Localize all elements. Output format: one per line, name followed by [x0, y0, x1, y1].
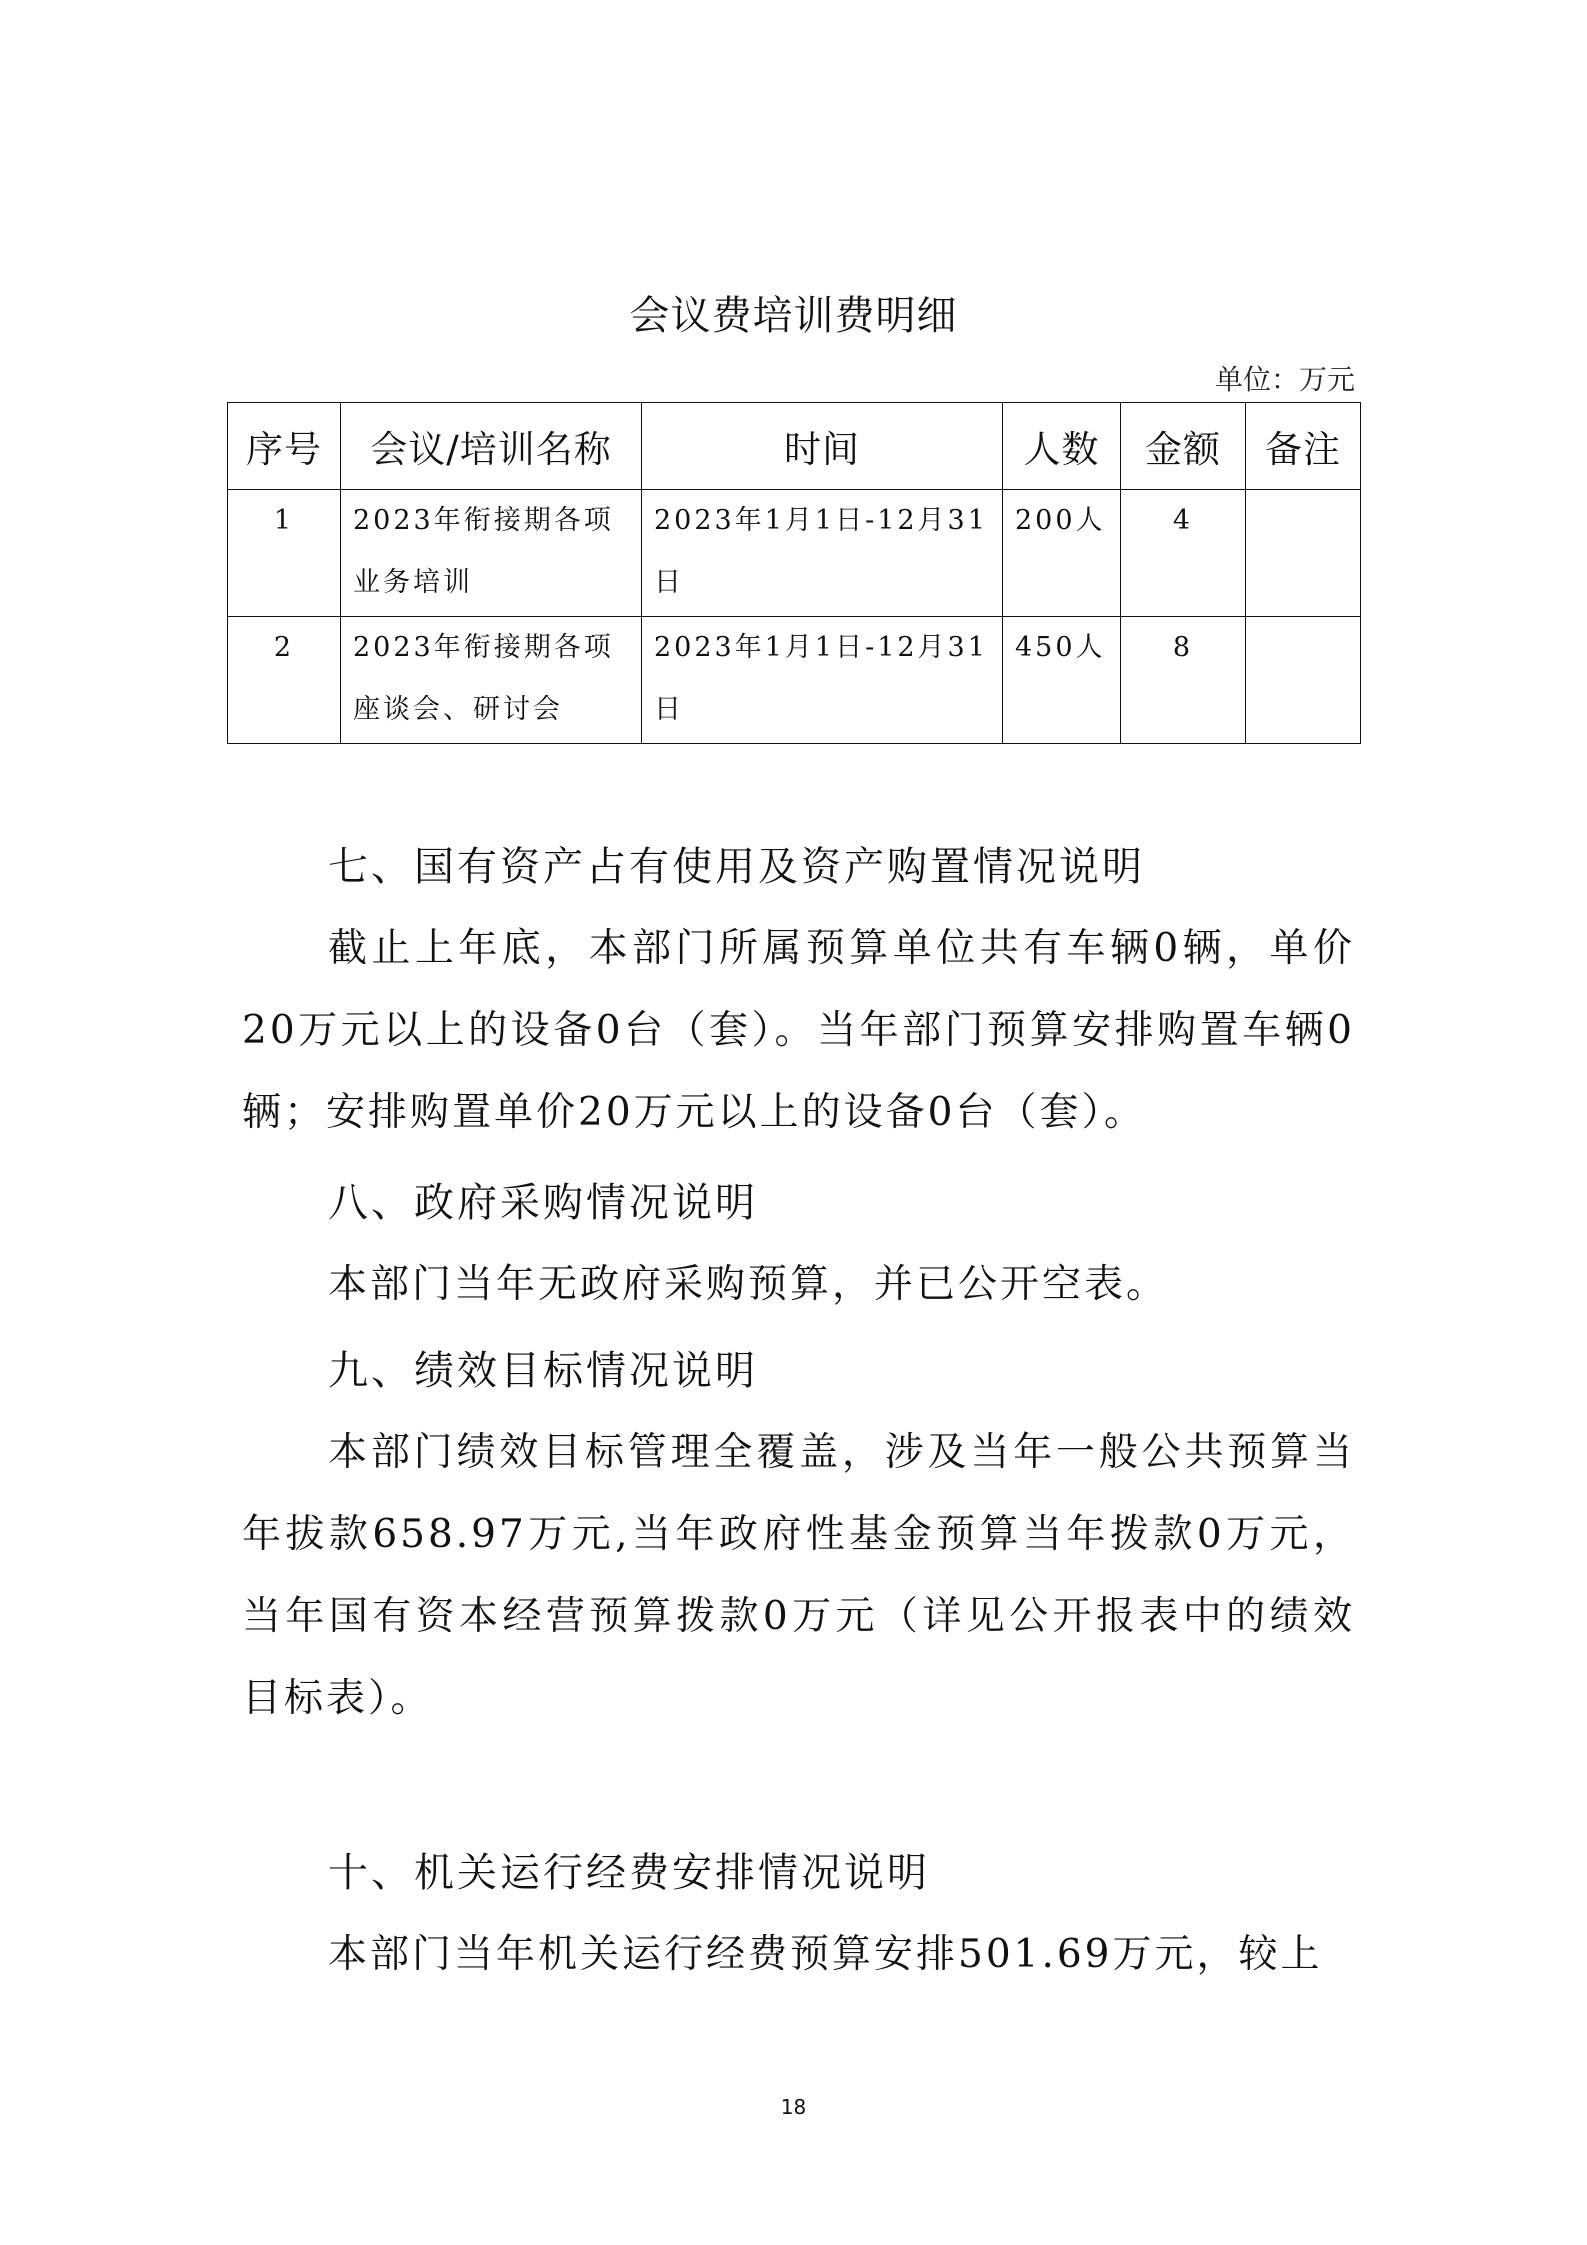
section-heading: 十、机关运行经费安排情况说明: [328, 1850, 930, 1896]
row-no: 2: [228, 617, 341, 744]
page-number: 18: [780, 2095, 807, 2119]
row-note: [1246, 490, 1361, 617]
expense-detail-table: [227, 402, 1361, 744]
row-note: [1246, 617, 1361, 744]
header-cell-amount: 金额: [1121, 403, 1246, 490]
header-cell-note: 备注: [1246, 403, 1361, 490]
table-row: [228, 617, 1361, 744]
section-heading: 八、政府采购情况说明: [328, 1180, 758, 1226]
row-people: 450人: [1003, 617, 1121, 744]
section-body: 截止上年底，本部门所属预算单位共有车辆0辆，单价20万元以上的设备0台（套）。当年部门预算安排购置车辆0辆；安排购置单价20万元以上的设备0台（套）。: [242, 926, 1355, 1135]
row-amount: 4: [1121, 490, 1246, 617]
header-cell-people: 人数: [1003, 403, 1121, 490]
row-no: 1: [228, 490, 341, 617]
header-cell-no: 序号: [228, 403, 341, 490]
section-eight: [242, 1162, 1355, 1326]
section-nine: [242, 1330, 1355, 1740]
section-body: 本部门当年机关运行经费预算安排501.69万元，较上: [328, 1932, 1323, 1977]
header-cell-name: 会议/培训名称: [341, 403, 642, 490]
section-ten: [242, 1832, 1355, 1996]
section-heading: 九、绩效目标情况说明: [328, 1348, 758, 1394]
row-name: 2023年衔接期各项座谈会、研讨会: [341, 617, 642, 744]
page-title: 会议费培训费明细: [629, 293, 958, 339]
row-name: 2023年衔接期各项业务培训: [341, 490, 642, 617]
row-people: 200人: [1003, 490, 1121, 617]
unit-label: 单位：万元: [1214, 363, 1355, 396]
header-cell-time: 时间: [642, 403, 1003, 490]
row-amount: 8: [1121, 617, 1246, 744]
section-seven: [242, 826, 1355, 1154]
section-body: 本部门当年无政府采购预算，并已公开空表。: [328, 1262, 1169, 1307]
row-time: 2023年1月1日-12月31日: [642, 490, 1003, 617]
table-header-row: [228, 403, 1361, 490]
row-time: 2023年1月1日-12月31日: [642, 617, 1003, 744]
table-row: [228, 490, 1361, 617]
section-body: 本部门绩效目标管理全覆盖，涉及当年一般公共预算当年拔款658.97万元,当年政府性基金预算当年拨款0万元，当年国有资本经营预算拨款0万元（详见公开报表中的绩效目标表）。: [242, 1430, 1355, 1721]
section-heading: 七、国有资产占有使用及资产购置情况说明: [328, 844, 1145, 890]
